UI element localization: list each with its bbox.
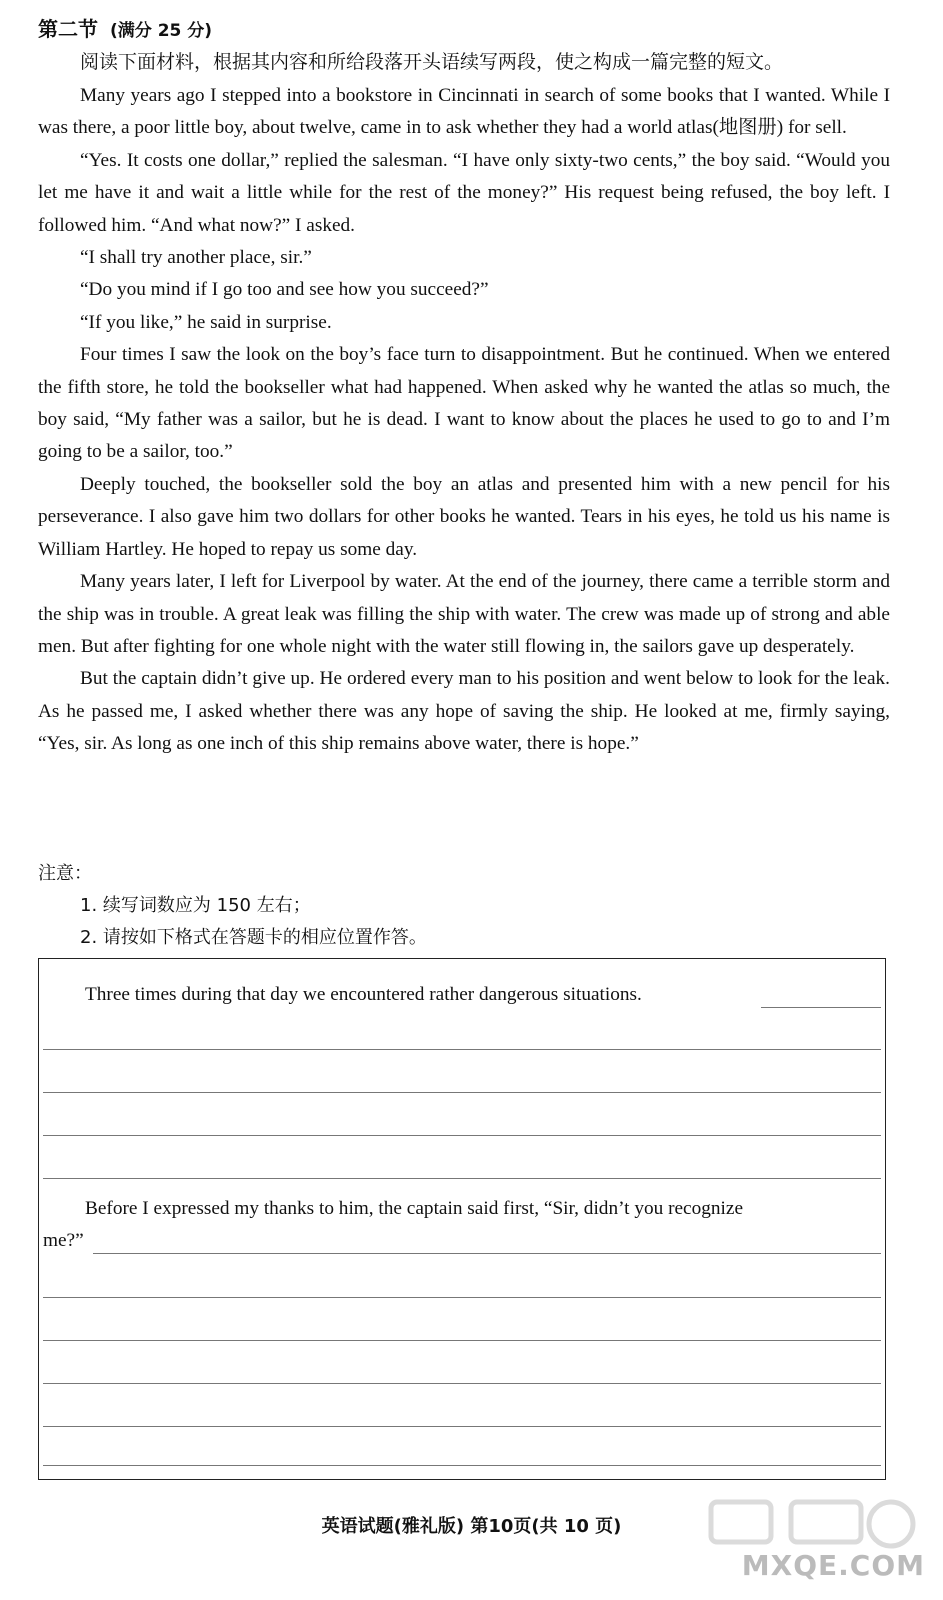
note-item: 1. 续写词数应为 150 左右； [80,895,311,916]
writing-line[interactable] [761,1007,881,1008]
writing-line[interactable] [93,1253,881,1254]
notes-section [38,858,890,954]
passage-paragraph: Many years later, I left for Liverpool by water. At the end of the journey, there came a terrible storm and the ship was in trouble. A great leak was filling the ship with water. The crew was made up of strong and able men. But after fighting for one whole night with the water still flowing in, the sailors gave up desperately. [38,571,890,657]
watermark-text: MXQE.COM [741,1549,925,1582]
continuation-prompt-2-end: me?” [43,1227,88,1255]
note-item: 2. 请按如下格式在答题卡的相应位置作答。 [80,927,427,948]
passage-paragraph: Four times I saw the look on the boy’s face turn to disappointment. But he continued. When we entered the fifth store, he told the bookseller what had happened. When asked why he wanted the atlas so much, the boy said, “My father was a sailor, but he is dead. I want to know about the places he used to go to and I’m going to be a sailor, too.” [38,344,890,463]
notes-label: 注意： [38,863,92,884]
section-heading [38,16,212,44]
section-score: (满分 25 分) [110,21,213,41]
passage-paragraph: But the captain didn’t give up. He ordered every man to his position and went below to look for the leak. As he passed me, I asked whether there was any hope of saving the ship. He looked at me, firmly saying, “Yes, sir. As long as one inch of this ship remains above water, there is hope.” [38,668,890,755]
writing-line[interactable] [43,1340,881,1341]
passage-paragraph: “I shall try another place, sir.” [80,247,312,269]
passage-paragraph: Deeply touched, the bookseller sold the boy an atlas and presented him with a new pencil for his perseverance. I also gave him two dollars for other books he wanted. Tears in his eyes, he told us his name is William Hartley. He hoped to repay us some day. [38,473,890,560]
writing-line[interactable] [43,1092,881,1093]
passage-paragraph: Many years ago I stepped into a bookstore in Cincinnati in search of some books that I wanted. While I was there, a poor little boy, about twelve, came in to ask whether they had a world atlas(地图册) for sell. [38,85,890,139]
writing-line[interactable] [43,1049,881,1050]
writing-line[interactable] [43,1178,881,1179]
passage-paragraph: “Yes. It costs one dollar,” replied the salesman. “I have only sixty-two cents,” the boy said. “Would you let me have it and wait a little while for the rest of the money?” His request being refused, the boy left. I followed him. “And what now?” I asked. [38,149,890,236]
passage-paragraph: “Do you mind if I go too and see how you succeed?” [80,279,489,301]
writing-line[interactable] [43,1297,881,1298]
writing-line[interactable] [43,1426,881,1427]
answer-box [38,958,886,1480]
continuation-prompt-1: Three times during that day we encountered rather dangerous situations. [85,981,646,1009]
writing-line[interactable] [43,1135,881,1136]
writing-line[interactable] [43,1383,881,1384]
writing-line[interactable] [43,1465,881,1466]
continuation-prompt-2: Before I expressed my thanks to him, the captain said first, “Sir, didn’t you recognize [85,1195,747,1223]
reading-passage [38,80,890,761]
page-footer: 英语试题(雅礼版) 第10页(共 10 页) [321,1516,622,1537]
section-title: 第二节 [38,17,98,41]
passage-paragraph: “If you like,” he said in surprise. [80,311,332,333]
instruction-text: 阅读下面材料，根据其内容和所给段落开头语续写两段，使之构成一篇完整的短文。 [80,51,784,73]
